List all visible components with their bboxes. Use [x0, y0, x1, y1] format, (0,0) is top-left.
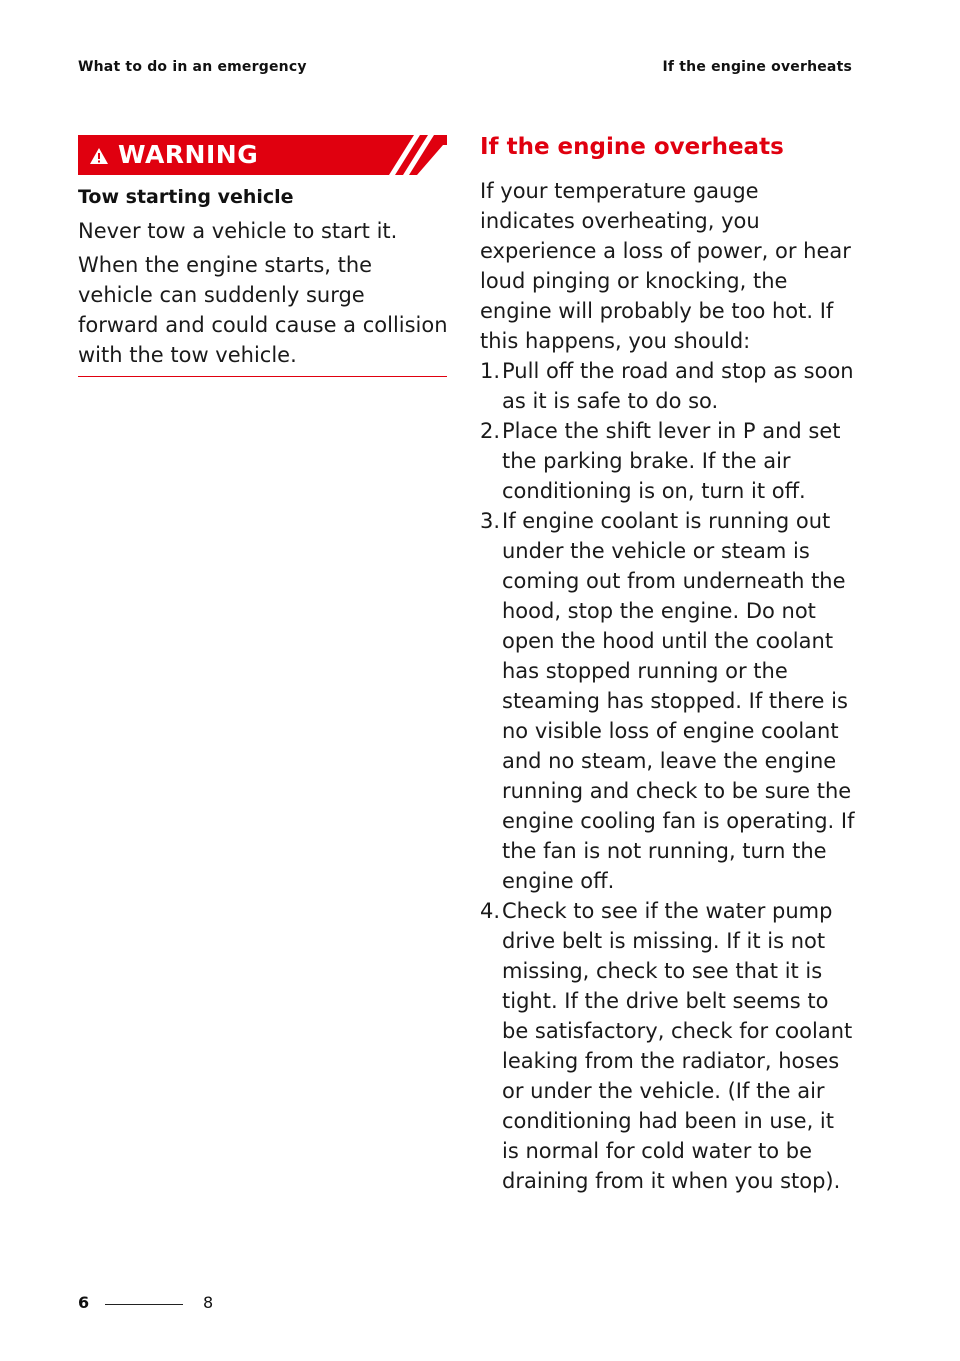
step-text: If engine coolant is running out under the vehicle or steam is coming out from underneath the hood, stop the engine. Do not open the hood until the coolant has stopped running or the steaming has stopped. If there is no visible loss of engine coolant and no steam, leave the engine running and check to be sure the engine cooling fan is operating. If the fan is not running, turn the engine off.: [502, 509, 855, 893]
warning-triangle-icon: [89, 147, 109, 165]
footer-divider: [105, 1304, 183, 1305]
warning-banner: [78, 135, 447, 175]
warning-title: Tow starting vehicle: [78, 186, 294, 208]
section-intro: If your temperature gauge indicates overheating, you experience a loss of power, or hear loud pinging or knocking, the engine will probably be too hot. If this happens, you should:: [480, 179, 851, 353]
step-number: 2.: [480, 419, 501, 443]
running-header-chapter: What to do in an emergency: [78, 59, 307, 75]
step-text: Place the shift lever in P and set the parking brake. If the air conditioning is on, turn it off.: [502, 419, 841, 503]
warning-stripes-decoration: [387, 135, 447, 175]
warning-paragraph: When the engine starts, the vehicle can suddenly surge forward and could cause a collision with the tow vehicle.: [78, 253, 448, 367]
step-number: 1.: [480, 359, 501, 383]
step-item: [480, 896, 855, 1196]
section-content: [480, 131, 855, 1196]
step-text: Check to see if the water pump drive belt is missing. If it is not missing, check to see that it is tight. If the drive belt seems to be satisfactory, check for coolant leaking from the radiator, hoses or under the vehicle. (If the air conditioning had been in use, it is normal for cold water to be draining from it when you stop).: [502, 899, 853, 1193]
warning-label: WARNING: [118, 140, 259, 169]
footer-page-number: 8: [203, 1293, 214, 1312]
step-item: [480, 356, 855, 416]
warning-content: [78, 183, 448, 374]
warning-divider: [78, 376, 447, 377]
step-item: [480, 506, 855, 896]
step-item: [480, 416, 855, 506]
warning-body: [78, 216, 448, 370]
footer-chapter-number: 6: [78, 1293, 90, 1312]
step-text: Pull off the road and stop as soon as it is safe to do so.: [502, 359, 854, 413]
step-number: 3.: [480, 509, 501, 533]
steps-list: [480, 356, 855, 1196]
section-title: If the engine overheats: [480, 134, 784, 160]
running-header-section: If the engine overheats: [662, 59, 852, 75]
step-number: 4.: [480, 899, 501, 923]
warning-paragraph: Never tow a vehicle to start it.: [78, 219, 398, 243]
